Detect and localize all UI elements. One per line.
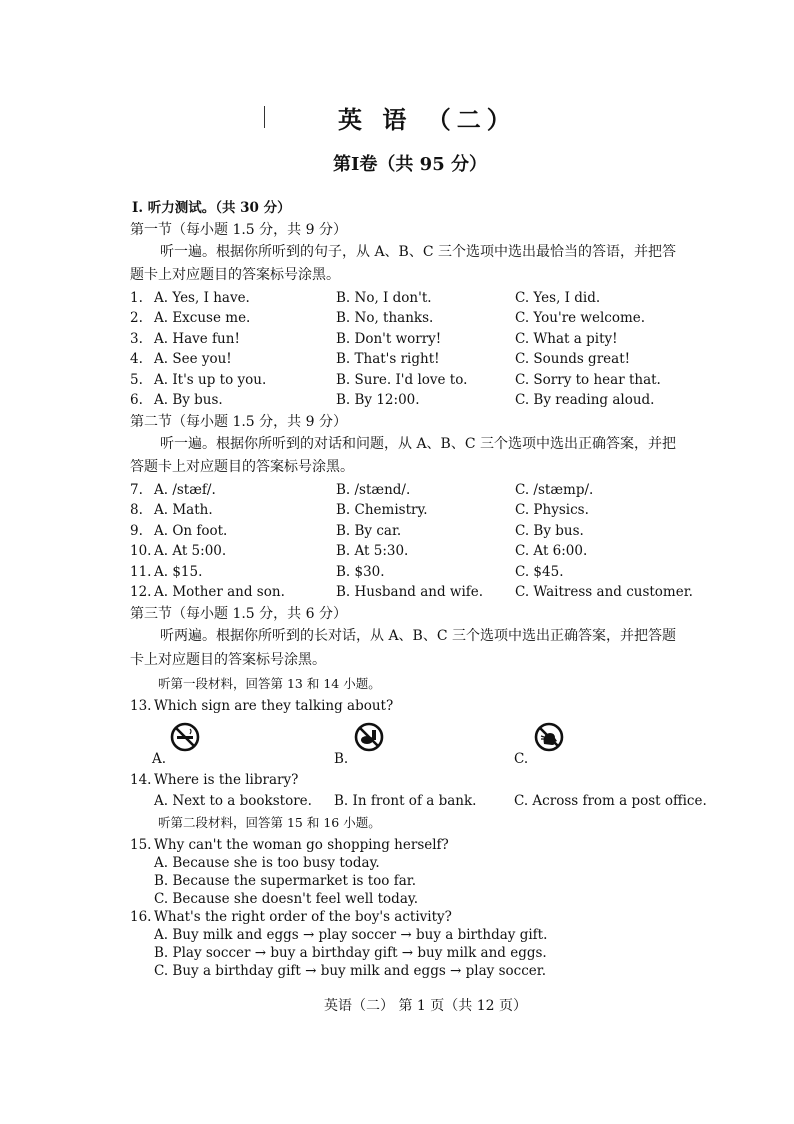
option-c: C. $45. xyxy=(515,563,564,580)
material-note-2: 听第二段材料，回答第 15 和 16 小题。 xyxy=(158,815,381,830)
option-a: A. Math. xyxy=(154,502,213,519)
option-c: C. Waitress and customer. xyxy=(515,584,693,600)
question-number: 3. xyxy=(130,330,143,347)
question-text: What's the right order of the boy's activity? xyxy=(154,909,452,925)
option-a: A. Excuse me. xyxy=(154,310,251,327)
option-c: C. You're welcome. xyxy=(515,310,646,327)
question-number: 16. xyxy=(130,909,152,925)
question-number: 6. xyxy=(130,392,143,408)
option-b: B. Chemistry. xyxy=(336,502,428,519)
option-c: C. Sounds great! xyxy=(515,351,631,368)
option-c: C. At 6:00. xyxy=(515,543,588,560)
part3-instruction: 听两遍。根据你所听到的长对话，从 A、B、C 三个选项中选出正确答案，并把答题 xyxy=(160,628,677,644)
paper-subtitle: 第Ⅰ卷（共 95 分） xyxy=(333,154,488,175)
part3-heading: 第三节（每小题 1.5 分，共 6 分） xyxy=(130,606,347,622)
question-number: 7. xyxy=(130,482,143,498)
option-c: C. Buy a birthday gift → buy milk and eggs → play soccer. xyxy=(154,963,547,979)
part2-instruction: 听一遍。根据你所听到的对话和问题，从 A、B、C 三个选项中选出正确答案，并把 xyxy=(160,436,677,452)
question-number: 15. xyxy=(130,837,152,853)
option-b: B. In front of a bank. xyxy=(334,793,477,809)
no-eating-sign-icon xyxy=(354,722,384,752)
question-text: Which sign are they talking about? xyxy=(154,698,394,714)
option-a: A. Mother and son. xyxy=(154,584,285,600)
option-a: A. By bus. xyxy=(154,392,223,408)
part1-instruction-cont: 题卡上对应题目的答案标号涂黑。 xyxy=(130,267,340,283)
page-footer: 英语（二） 第 1 页（共 12 页） xyxy=(324,998,527,1014)
question-number: 2. xyxy=(130,310,143,327)
option-a: A. /stæf/. xyxy=(154,482,216,498)
part2-heading: 第二节（每小题 1.5 分，共 9 分） xyxy=(130,414,347,430)
option-a: A. $15. xyxy=(154,563,203,580)
option-c: C. Physics. xyxy=(515,502,589,519)
question-number: 13. xyxy=(130,698,152,714)
option-c: C. Yes, I did. xyxy=(515,290,601,306)
option-a: A. Next to a bookstore. xyxy=(154,793,312,809)
option-b: B. $30. xyxy=(336,563,385,580)
option-b: B. Don't worry! xyxy=(336,330,442,347)
no-smoking-sign-icon xyxy=(170,722,200,752)
question-number: 10. xyxy=(130,543,152,560)
option-c: C. Because she doesn't feel well today. xyxy=(154,891,418,907)
option-c: C. By reading aloud. xyxy=(515,392,655,408)
option-c: C. What a pity! xyxy=(515,330,618,347)
option-b: B. Because the supermarket is too far. xyxy=(154,873,417,889)
material-note-1: 听第一段材料，回答第 13 和 14 小题。 xyxy=(158,676,381,691)
option-c: C. /stæmp/. xyxy=(515,482,594,498)
part1-instruction: 听一遍。根据你所听到的句子，从 A、B、C 三个选项中选出最恰当的答语，并把答 xyxy=(160,244,677,260)
question-number: 4. xyxy=(130,351,143,368)
option-c: C. xyxy=(514,751,529,767)
option-b: B. That's right! xyxy=(336,351,440,368)
question-number: 8. xyxy=(130,502,143,519)
option-b: B. Play soccer → buy a birthday gift → buy milk and eggs. xyxy=(154,945,547,961)
option-a: A. On foot. xyxy=(154,522,228,539)
option-a: A. Yes, I have. xyxy=(154,290,250,306)
option-c: C. By bus. xyxy=(515,522,584,539)
question-text: Where is the library? xyxy=(154,772,299,788)
part2-instruction-cont: 答题卡上对应题目的答案标号涂黑。 xyxy=(130,459,354,475)
option-a: A. Because she is too busy today. xyxy=(154,855,380,871)
option-b: B. /stænd/. xyxy=(336,482,411,498)
option-a: A. Have fun! xyxy=(154,330,240,347)
question-number: 1. xyxy=(130,290,143,306)
page-title: 英 语 （二） xyxy=(338,105,517,134)
question-number: 12. xyxy=(130,584,152,600)
part3-instruction-cont: 卡上对应题目的答案标号涂黑。 xyxy=(130,652,326,668)
question-number: 5. xyxy=(130,371,143,388)
option-b: B. Sure. I'd love to. xyxy=(336,371,468,388)
option-b: B. No, I don't. xyxy=(336,290,432,306)
option-b: B. By 12:00. xyxy=(336,392,420,408)
section-heading: I. 听力测试。（共 30 分） xyxy=(132,200,291,216)
option-a: A. Buy milk and eggs → play soccer → buy a birthday gift. xyxy=(154,927,548,943)
margin-mark xyxy=(264,106,265,128)
option-b: B. Husband and wife. xyxy=(336,584,484,600)
option-c: C. Across from a post office. xyxy=(514,793,707,809)
option-a: A. At 5:00. xyxy=(154,543,227,560)
option-c: C. Sorry to hear that. xyxy=(515,371,661,388)
question-number: 14. xyxy=(130,772,152,788)
no-loud-talking-sign-icon xyxy=(534,722,564,752)
option-b: B. At 5:30. xyxy=(336,543,409,560)
part1-heading: 第一节（每小题 1.5 分，共 9 分） xyxy=(130,222,347,238)
question-number: 9. xyxy=(130,522,143,539)
option-b: B. No, thanks. xyxy=(336,310,434,327)
question-number: 11. xyxy=(130,563,152,580)
option-a: A. xyxy=(152,751,167,767)
option-a: A. See you! xyxy=(154,351,232,368)
question-text: Why can't the woman go shopping herself? xyxy=(154,837,449,853)
option-b: B. By car. xyxy=(336,522,402,539)
option-b: B. xyxy=(334,751,349,767)
option-a: A. It's up to you. xyxy=(154,371,267,388)
